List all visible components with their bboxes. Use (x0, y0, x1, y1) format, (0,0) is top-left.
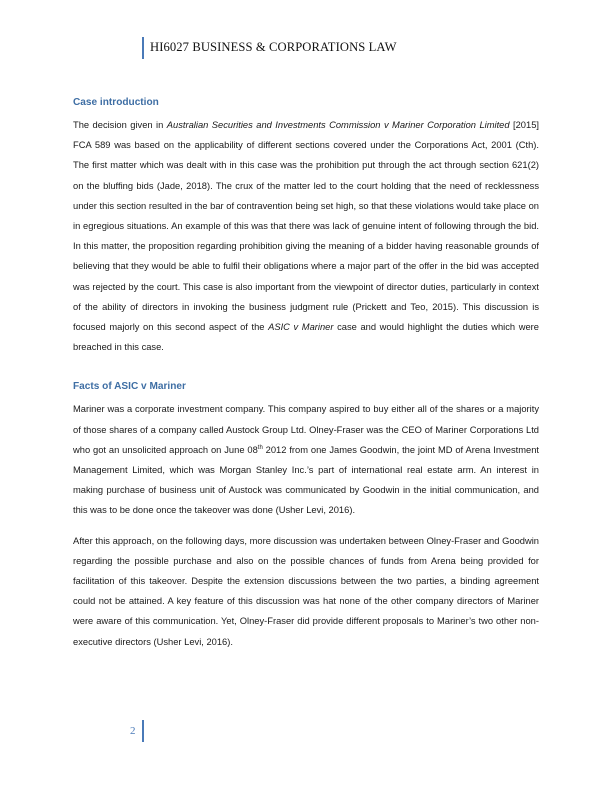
header-title: HI6027 BUSINESS & CORPORATIONS LAW (150, 40, 397, 54)
paragraph-facts-1 (73, 399, 539, 520)
section-heading-case-introduction: Case introduction (73, 97, 159, 108)
paragraph-case-introduction (73, 115, 539, 357)
section-heading-facts: Facts of ASIC v Mariner (73, 381, 186, 393)
page-number: 2 (130, 725, 136, 737)
case-name-italic: Australian Securities and Investments Commission v Mariner Corporation Limited (166, 120, 510, 130)
paragraph-facts-2: After this approach, on the following days, more discussion was undertaken between Olney-Fraser and Goodwin regarding the possible purchase and also on the possible chances of funds from Arena being provided for facilitation of this takeover. Despite the extension discussions between the two parties, a binding agreement could not be attained. A key feature of this discussion was hat none of the other company directors of Mariner were aware of this communication. Yet, Olney-Fraser did provide different proposals to Mariner’s two other non-executive directors (Usher Levi, 2016). (73, 535, 539, 647)
text-run: case and would highlight the duties which were breached in this case. (73, 322, 539, 353)
text-run: The decision given in (73, 120, 167, 130)
text-run: [2015] FCA 589 was based on the applicability of different sections covered under the Corporations Act, 2001 (Cth). The first matter which was dealt with in this case was the prohibition put through the act through section 621(2) on the bluffing bids (Jade, 2018). The crux of the matter led to the court holding that the need of recklessness under this section resulted in the bar of contravention being set high, so that these violations would take place on in egregious situations. An example of this was that there was lack of genuine intent of following through the bid. In this matter, the proposition regarding prohibition giving the meaning of a bidder having reasonable grounds of believing that they would be able to fulfil their obligations where a major part of the offer in the bid was accepted was rejected by the court. This case is also important from the viewpoint of director duties, particularly in context of the ability of directors in invoking the business judgment rule (Prickett and Teo, 2015). This discussion is focused majorly on this second aspect of the (73, 120, 539, 333)
document-body (73, 94, 539, 652)
ordinal-superscript: th (257, 444, 263, 451)
footer-divider (142, 720, 144, 742)
text-run: Mariner was a corporate investment company. This company aspired to buy either all of the shares or a majority of those shares of a company called Austock Group Ltd. Olney-Fraser was the CEO of Mariner Corporations Ltd who got an unsolicited approach on June 08 (73, 404, 539, 455)
text-run: 2012 from one James Goodwin, the joint MD of Arena Investment Management Limited, which was Morgan Stanley Inc.’s part of international real estate arm. An interest in making purchase of business unit of Austock was communicated by Goodwin in the initial communication, and this was to be done once the takeover was done (Usher Levi, 2016). (73, 444, 540, 516)
page-header (142, 37, 397, 59)
page-footer (130, 720, 144, 742)
short-case-name-italic: ASIC v Mariner (268, 322, 334, 333)
